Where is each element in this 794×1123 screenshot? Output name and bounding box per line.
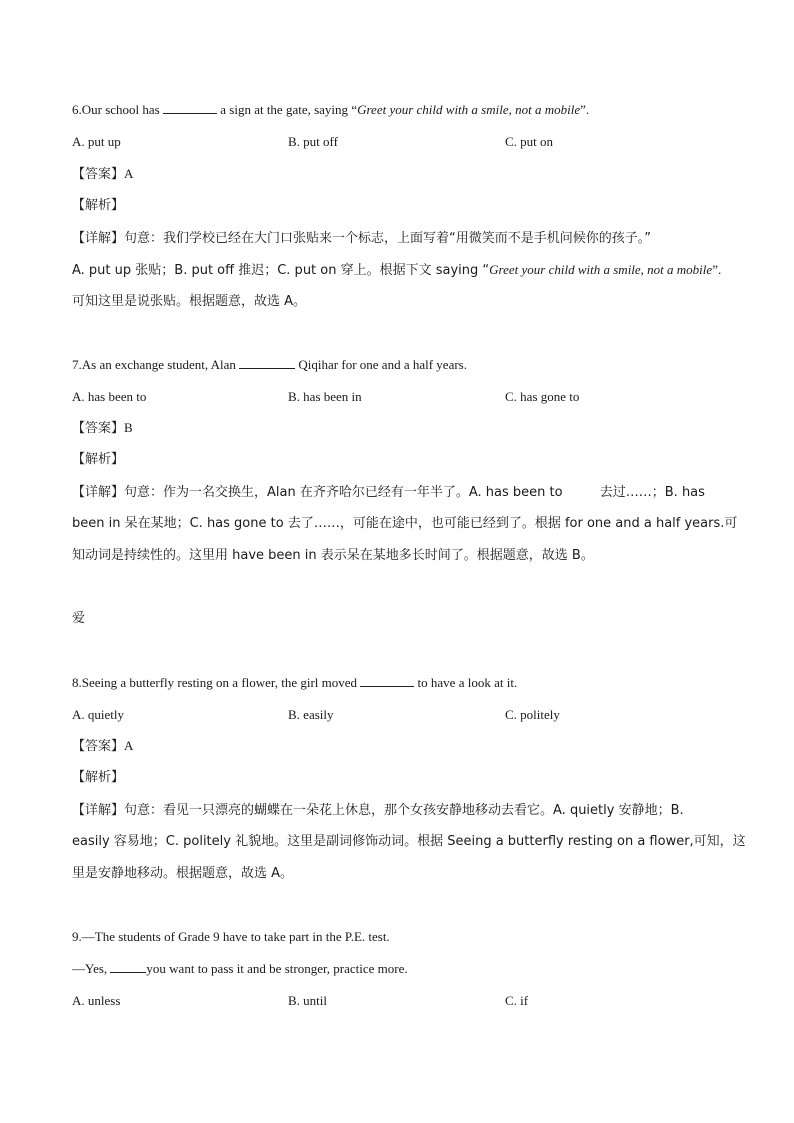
q8-answer-value: A	[124, 738, 134, 753]
q7-analysis-label: 【解析】	[72, 452, 125, 467]
q8-answer	[72, 737, 133, 756]
q8-detail-line-1	[72, 801, 684, 820]
q7-answer-value: B	[124, 420, 133, 435]
q6-stem-text: 6.Our school has	[72, 102, 163, 117]
q6-quote: Greet your child with a smile, not a mobile	[357, 102, 581, 117]
q6-detail-text-2: A. put up 张贴；B. put off 推迟；C. put on 穿上。根据下文 saying “	[72, 263, 490, 278]
q7-stem	[72, 356, 467, 374]
q6-option-a: A. put up	[72, 134, 121, 149]
q9-line-2-text-2: you want to pass it and be stronger, practice more.	[146, 961, 408, 976]
q6-answer-value: A	[124, 166, 134, 181]
q6-detail-quote: Greet your child with a smile, not a mobile	[489, 262, 713, 277]
q8-detail-line-2: easily 容易地；C. politely 礼貌地。这里是副词修饰动词。根据 Seeing a butterfly resting on a flower,可知，这	[72, 834, 746, 849]
q8-option-c: C. politely	[505, 707, 560, 722]
q7-detail-text-1: 句意：作为一名交换生，Alan 在齐齐哈尔已经有一年半了。A. has been to 去过……；B. has	[124, 485, 705, 500]
q7-option-c: C. has gone to	[505, 389, 580, 404]
q8-option-b: B. easily	[288, 707, 334, 722]
q6-analysis-label: 【解析】	[72, 198, 125, 213]
q8-stem	[72, 674, 517, 692]
q8-detail-text-1: 句意：看见一只漂亮的蝴蝶在一朵花上休息，那个女孩安静地移动去看它。A. quietly 安静地；B.	[124, 803, 684, 818]
q6-detail-end: ”.	[712, 262, 722, 277]
q6-detail-line-3: 可知这里是说张贴。根据题意，故选 A。	[72, 294, 307, 309]
detail-label: 【详解】	[72, 231, 125, 246]
q7-option-a: A. has been to	[72, 389, 147, 404]
q8-detail-line-3: 里是安静地移动。根据题意，故选 A。	[72, 866, 294, 881]
q9-option-b: B. until	[288, 993, 328, 1008]
answer-label: 【答案】	[72, 739, 125, 754]
q7-detail-line-2: been in 呆在某地；C. has gone to 去了……，可能在途中，也可能已经到了。根据 for one and a half years.可	[72, 516, 738, 531]
q6-stem-text-2: a sign at the gate, saying “	[217, 102, 358, 117]
q7-blank	[239, 356, 295, 369]
q9-line-2	[72, 960, 408, 978]
q7-stem-text-2: Qiqihar for one and a half years.	[295, 357, 467, 372]
q7-detail-line-1	[72, 483, 705, 502]
q6-detail-text-1: 句意：我们学校已经在大门口张贴来一个标志，上面写着“用微笑而不是手机问候你的孩子。”	[124, 231, 651, 246]
q6-detail-line-2	[72, 261, 721, 280]
detail-label: 【详解】	[72, 803, 125, 818]
q9-option-c: C. if	[505, 993, 529, 1008]
q7-stem-text: 7.As an exchange student, Alan	[72, 357, 240, 372]
q6-option-b: B. put off	[288, 134, 338, 149]
q7-answer	[72, 419, 133, 438]
q7-detail-line-3: 知动词是持续性的。这里用 have been in 表示呆在某地多长时间了。根据题意，故选 B。	[72, 548, 594, 563]
detail-label: 【详解】	[72, 485, 125, 500]
q6-detail-line-1	[72, 229, 651, 248]
stray-character: 爱	[72, 611, 86, 626]
q8-analysis-label: 【解析】	[72, 770, 125, 785]
q6-stem-end: ”.	[580, 102, 590, 117]
q6-stem	[72, 101, 589, 119]
q9-line-2-text: —Yes,	[72, 961, 111, 976]
q6-option-c: C. put on	[505, 134, 554, 149]
q8-option-a: A. quietly	[72, 707, 124, 722]
q7-option-b: B. has been in	[288, 389, 362, 404]
q9-option-a: A. unless	[72, 993, 121, 1008]
q8-stem-text-2: to have a look at it.	[414, 675, 518, 690]
q6-answer	[72, 165, 133, 184]
q9-blank	[110, 960, 146, 973]
answer-label: 【答案】	[72, 421, 125, 436]
q6-blank	[163, 101, 217, 114]
q9-line-1: 9.—The students of Grade 9 have to take part in the P.E. test.	[72, 929, 390, 944]
answer-label: 【答案】	[72, 167, 125, 182]
q8-stem-text: 8.Seeing a butterfly resting on a flower, the girl moved	[72, 675, 361, 690]
q8-blank	[360, 674, 414, 687]
